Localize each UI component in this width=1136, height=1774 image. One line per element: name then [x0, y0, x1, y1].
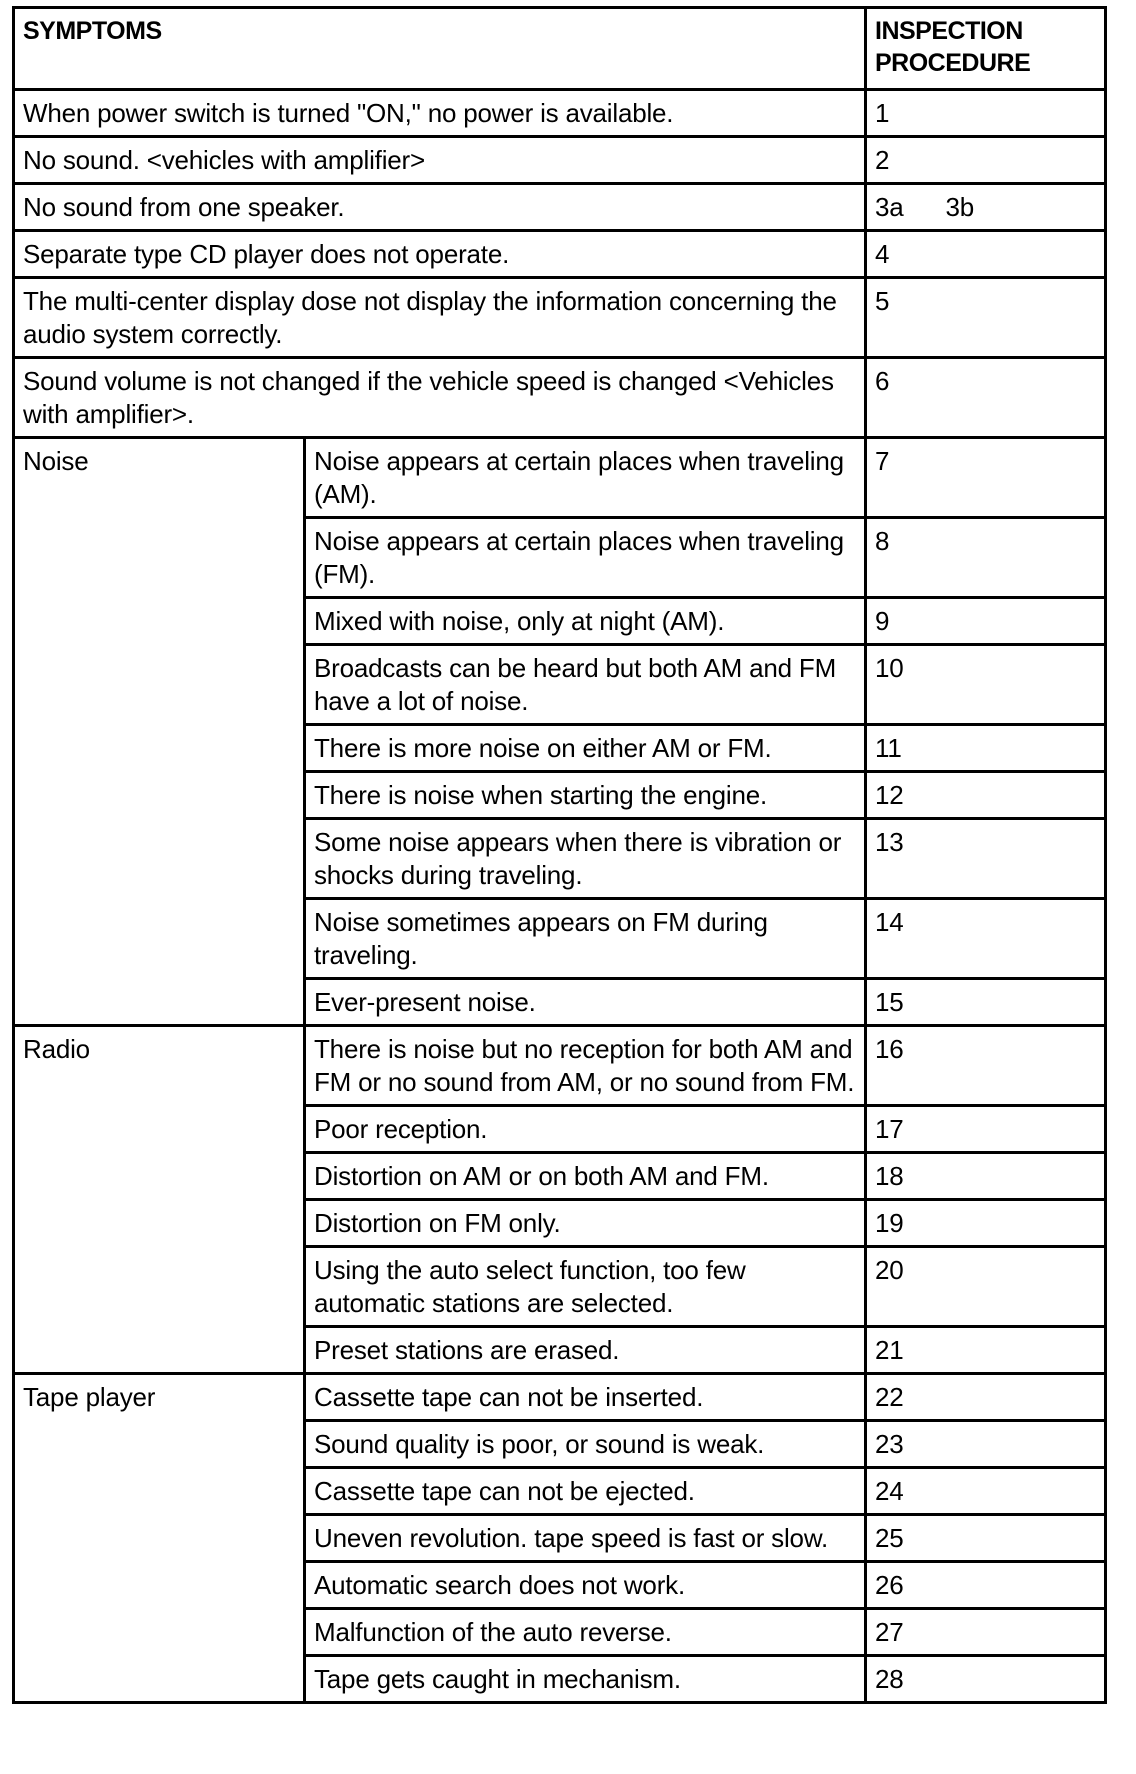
- procedure-cell: 1: [866, 90, 1106, 137]
- procedure-cell: 26: [866, 1562, 1106, 1609]
- symptom-cell: Sound volume is not changed if the vehicle speed is changed <Vehicles with amplifier>.: [14, 358, 866, 438]
- inspection-procedure-header: INSPECTION PROCEDURE: [866, 8, 1106, 90]
- procedure-value-a: 3a: [875, 192, 904, 222]
- procedure-cell: 9: [866, 598, 1106, 645]
- procedure-cell: 4: [866, 231, 1106, 278]
- procedure-cell: 23: [866, 1421, 1106, 1468]
- symptom-cell: Using the auto select function, too few automatic stations are selected.: [305, 1247, 866, 1327]
- procedure-cell: 10: [866, 645, 1106, 725]
- procedure-cell: 19: [866, 1200, 1106, 1247]
- procedure-cell: 18: [866, 1153, 1106, 1200]
- symptom-cell: Some noise appears when there is vibration or shocks during traveling.: [305, 819, 866, 899]
- table-row: [14, 438, 1106, 518]
- procedure-cell: 16: [866, 1026, 1106, 1106]
- procedure-cell: 27: [866, 1609, 1106, 1656]
- table-row: [14, 1374, 1106, 1421]
- symptom-cell: No sound. <vehicles with amplifier>: [14, 137, 866, 184]
- symptom-cell: No sound from one speaker.: [14, 184, 866, 231]
- procedure-cell: 22: [866, 1374, 1106, 1421]
- symptom-cell: There is more noise on either AM or FM.: [305, 725, 866, 772]
- table-row: [14, 1026, 1106, 1106]
- troubleshooting-page: [12, 6, 1104, 1704]
- symptom-cell: Noise appears at certain places when traveling (AM).: [305, 438, 866, 518]
- category-radio: Radio: [14, 1026, 305, 1374]
- procedure-value-b: 3b: [945, 192, 975, 222]
- procedure-cell: 24: [866, 1468, 1106, 1515]
- symptom-cell: Automatic search does not work.: [305, 1562, 866, 1609]
- table-row: [14, 278, 1106, 358]
- procedure-cell: 17: [866, 1106, 1106, 1153]
- symptoms-header: SYMPTOMS: [14, 8, 866, 90]
- symptom-cell: Separate type CD player does not operate.: [14, 231, 866, 278]
- table-row: [14, 231, 1106, 278]
- table-row: [14, 90, 1106, 137]
- symptom-cell: Cassette tape can not be ejected.: [305, 1468, 866, 1515]
- symptom-cell: Preset stations are erased.: [305, 1327, 866, 1374]
- procedure-cell: 15: [866, 979, 1106, 1026]
- symptom-table: [12, 6, 1107, 1704]
- symptom-cell: Noise appears at certain places when traveling (FM).: [305, 518, 866, 598]
- symptom-cell: The multi-center display dose not display the information concerning the audio system correctly.: [14, 278, 866, 358]
- symptom-cell: Ever-present noise.: [305, 979, 866, 1026]
- symptom-cell: Distortion on AM or on both AM and FM.: [305, 1153, 866, 1200]
- symptom-cell: Malfunction of the auto reverse.: [305, 1609, 866, 1656]
- symptom-cell: Tape gets caught in mechanism.: [305, 1656, 866, 1703]
- symptom-cell: Uneven revolution. tape speed is fast or slow.: [305, 1515, 866, 1562]
- procedure-cell: 13: [866, 819, 1106, 899]
- symptom-cell: Noise sometimes appears on FM during traveling.: [305, 899, 866, 979]
- procedure-cell: 20: [866, 1247, 1106, 1327]
- procedure-cell: 5: [866, 278, 1106, 358]
- procedure-cell: 25: [866, 1515, 1106, 1562]
- procedure-cell: 21: [866, 1327, 1106, 1374]
- table-row: [14, 358, 1106, 438]
- procedure-cell: 14: [866, 899, 1106, 979]
- procedure-cell: 11: [866, 725, 1106, 772]
- category-tape-player: Tape player: [14, 1374, 305, 1703]
- symptom-cell: There is noise but no reception for both AM and FM or no sound from AM, or no sound from FM.: [305, 1026, 866, 1106]
- table-header-row: [14, 8, 1106, 90]
- procedure-cell: 2: [866, 137, 1106, 184]
- procedure-cell: [866, 184, 1106, 231]
- procedure-cell: 28: [866, 1656, 1106, 1703]
- procedure-cell: 7: [866, 438, 1106, 518]
- table-row: [14, 137, 1106, 184]
- symptom-cell: Sound quality is poor, or sound is weak.: [305, 1421, 866, 1468]
- symptom-cell: Mixed with noise, only at night (AM).: [305, 598, 866, 645]
- symptom-cell: Broadcasts can be heard but both AM and FM have a lot of noise.: [305, 645, 866, 725]
- procedure-cell: 6: [866, 358, 1106, 438]
- category-noise: Noise: [14, 438, 305, 1026]
- symptom-cell: There is noise when starting the engine.: [305, 772, 866, 819]
- symptom-cell: When power switch is turned "ON," no power is available.: [14, 90, 866, 137]
- table-row: [14, 184, 1106, 231]
- procedure-cell: 12: [866, 772, 1106, 819]
- symptom-cell: Poor reception.: [305, 1106, 866, 1153]
- symptom-cell: Cassette tape can not be inserted.: [305, 1374, 866, 1421]
- procedure-cell: 8: [866, 518, 1106, 598]
- symptom-cell: Distortion on FM only.: [305, 1200, 866, 1247]
